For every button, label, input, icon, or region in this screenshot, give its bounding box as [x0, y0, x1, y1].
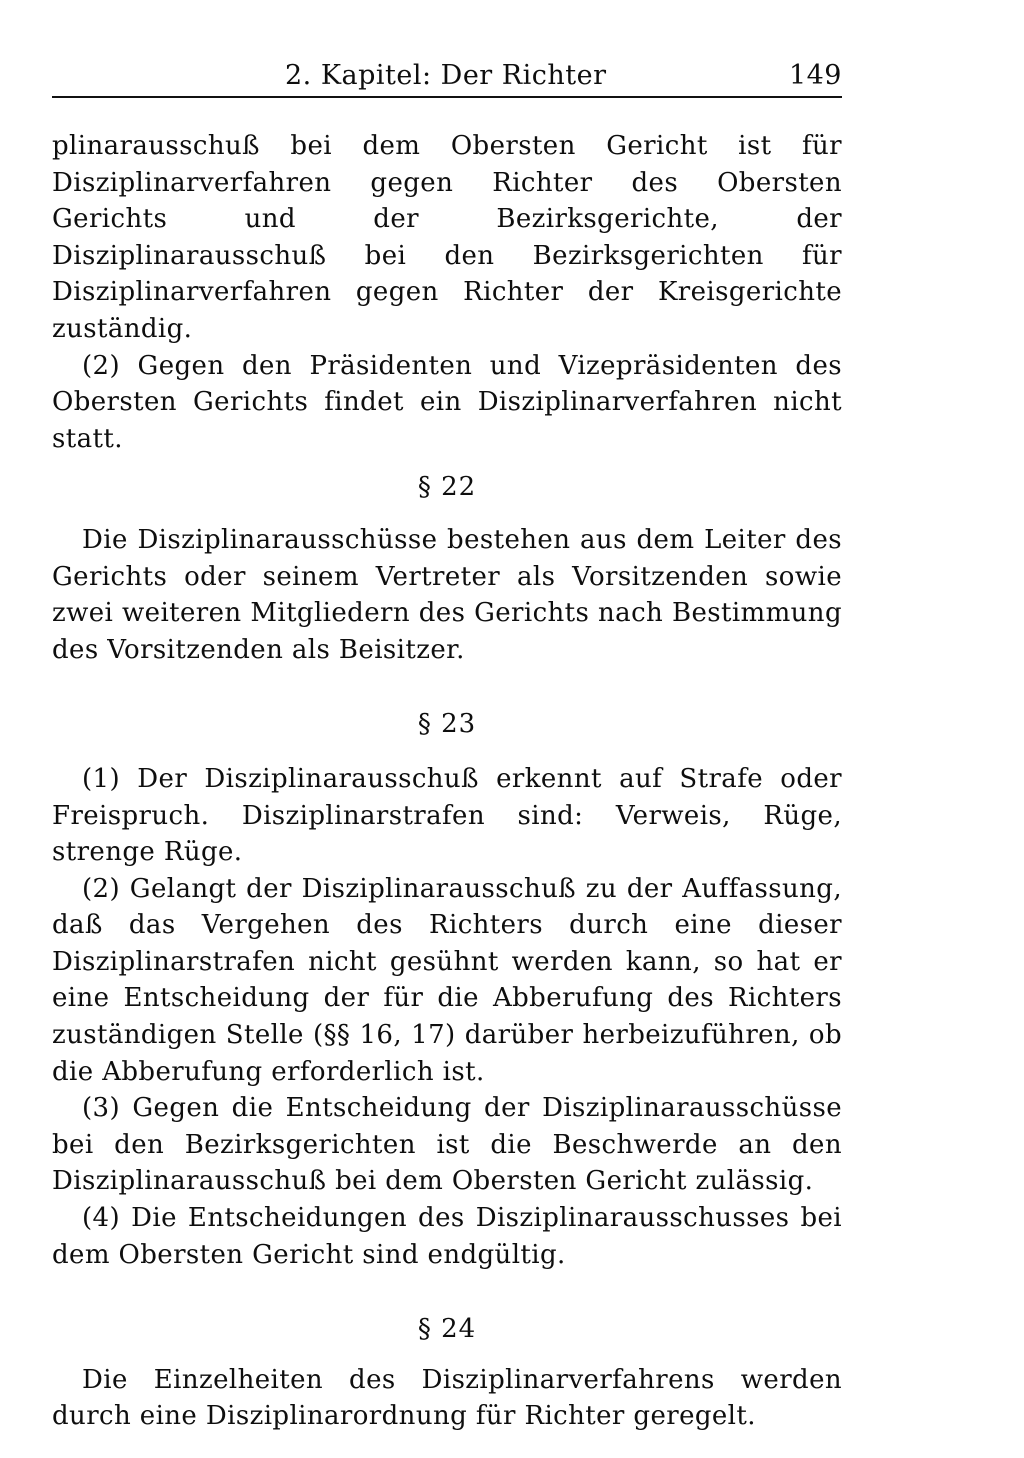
body-text — [52, 128, 842, 1435]
paragraph-23-4: (4) Die Entscheidungen des Disziplinarausschusses bei dem Obersten Gericht sind endgültig. — [52, 1203, 842, 1270]
paragraph-22: Die Disziplinarausschüsse bestehen aus dem Leiter des Gerichts oder seinem Vertreter als Vorsitzenden sowie zwei weiteren Mitgliedern des Gerichts nach Bestimmung des Vorsitzenden als Beisitzer. — [52, 524, 842, 665]
paragraph-21-2: (2) Gegen den Präsidenten und Vizepräsidenten des Obersten Gerichts findet ein Disziplinarverfahren nicht statt. — [52, 350, 842, 454]
header-rule — [52, 96, 842, 98]
running-head — [52, 54, 842, 96]
section-23-heading: § 23 — [417, 709, 477, 740]
section-22-heading: § 22 — [417, 472, 477, 503]
page-number: 149 — [788, 60, 842, 91]
book-page — [52, 54, 842, 1435]
section-24-heading: § 24 — [417, 1314, 477, 1345]
chapter-title: 2. Kapitel: Der Richter — [285, 60, 607, 91]
paragraph-continued: plinarausschuß bei dem Obersten Gericht ist für Disziplinarverfahren gegen Richter des Obersten Gerichts und der Bezirksgerichte, der Disziplinarausschuß bei den Bezirksgerichten für Disziplinarverfahren gegen Richter der Kreisgerichte zuständig. — [52, 131, 842, 344]
paragraph-24: Die Einzelheiten des Disziplinarverfahrens werden durch eine Disziplinarordnung für Richter geregelt. — [52, 1364, 842, 1432]
paragraph-23-1: (1) Der Disziplinarausschuß erkennt auf Strafe oder Freispruch. Disziplinarstrafen sind: Verweis, Rüge, strenge Rüge. — [52, 763, 842, 868]
paragraph-23-2: (2) Gelangt der Disziplinarausschuß zu der Auffassung, daß das Vergehen des Richters durch eine dieser Disziplinarstrafen nicht gesühnt werden kann, so hat er eine Entscheidung der für die Abberufung des Richters zuständigen Stelle (§§ 16, 17) darüber herbeizuführen, ob die Abberufung erforderlich ist. — [52, 873, 842, 1087]
paragraph-23-3: (3) Gegen die Entscheidung der Disziplinarausschüsse bei den Bezirksgerichten ist die Beschwerde an den Disziplinarausschuß bei dem Obersten Gericht zulässig. — [52, 1093, 842, 1197]
